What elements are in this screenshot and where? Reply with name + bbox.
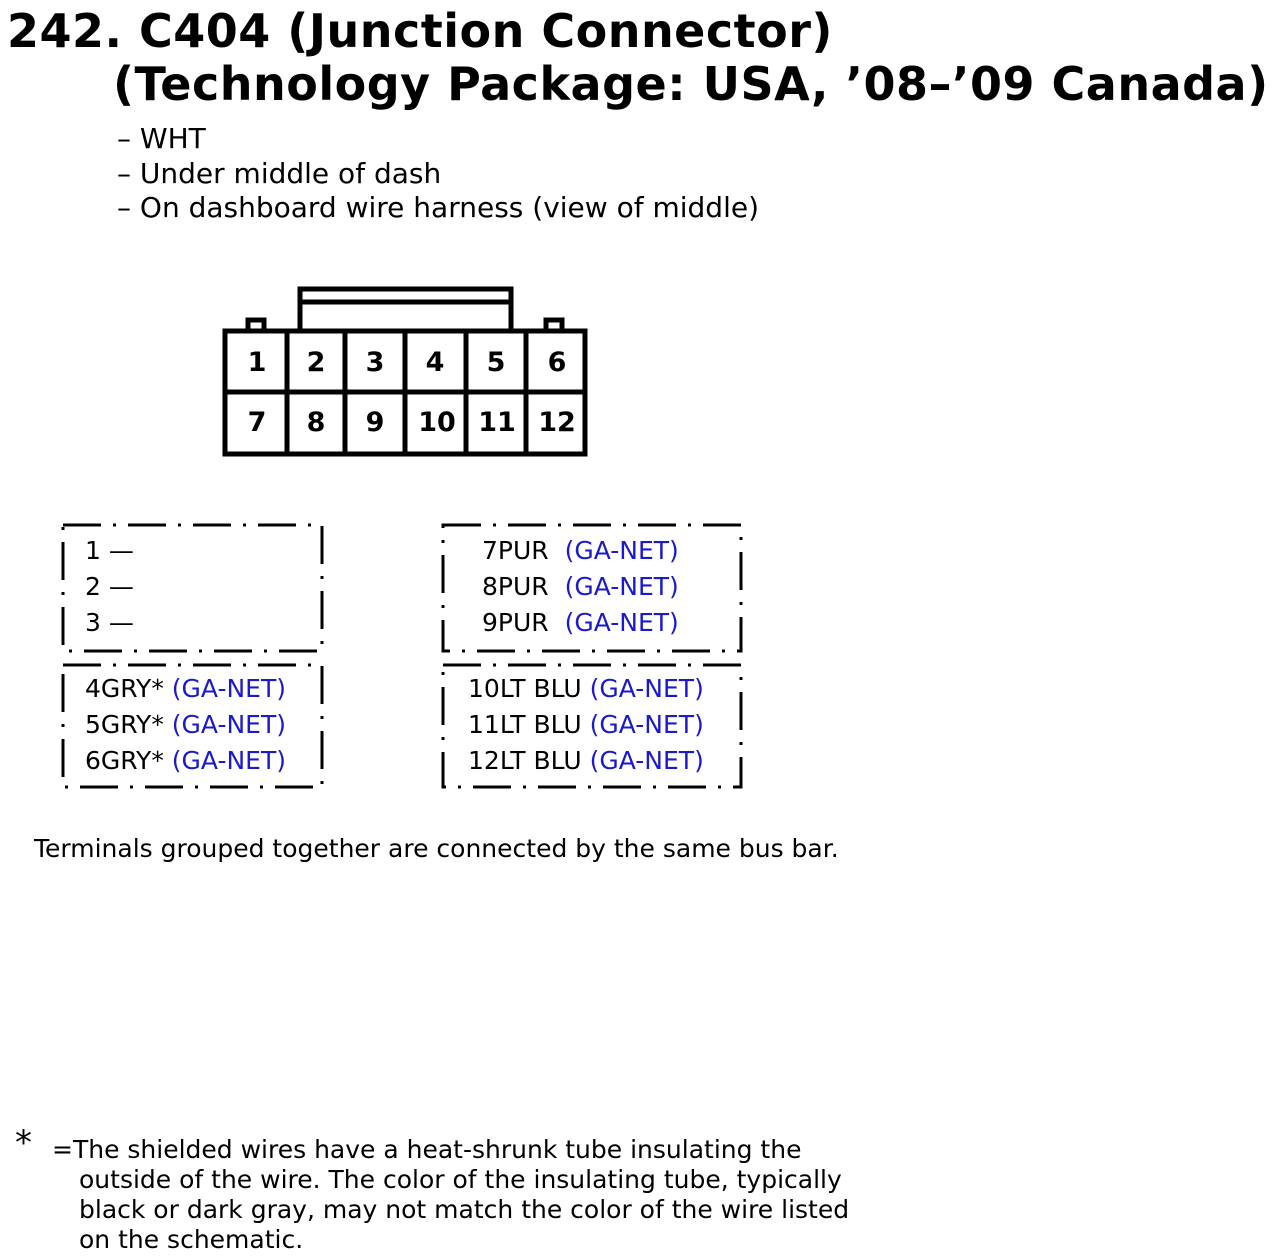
wire-entry: 5GRY* (GA-NET): [85, 710, 287, 739]
wire-entry: 8PUR (GA-NET): [482, 572, 679, 601]
wire-entry: 4GRY* (GA-NET): [85, 674, 287, 703]
footnote-symbol: *: [15, 1123, 32, 1163]
info-harness: – On dashboard wire harness (view of middle): [117, 191, 760, 224]
wire-entry: 7PUR (GA-NET): [482, 536, 679, 565]
wire-entry: 6GRY* (GA-NET): [85, 746, 287, 775]
footnote-text: =The shielded wires have a heat-shrunk tube insulating the outside of the wire. The color of the insulating tube, typically black or dark gray, may not match the color of the wire listed on the schematic.: [52, 1135, 850, 1254]
pin-label: 7: [247, 407, 267, 438]
bus-bar-note: Terminals grouped together are connected by the same bus bar.: [34, 834, 839, 863]
pin-label: 10: [418, 407, 456, 438]
wire-entry: 11LT BLU (GA-NET): [468, 710, 704, 739]
info-location: – Under middle of dash: [117, 156, 442, 190]
pin-label: 1: [247, 347, 267, 378]
wire-entry: 2 —: [85, 572, 134, 601]
wire-entry: 1 —: [85, 536, 134, 565]
wire-entry: 10LT BLU (GA-NET): [468, 674, 704, 703]
wire-entry: 12LT BLU (GA-NET): [468, 746, 704, 775]
pin-label: 9: [365, 407, 385, 438]
pin-label: 3: [365, 347, 385, 378]
pin-label: 12: [538, 407, 576, 438]
wire-entry: 3 —: [85, 608, 134, 637]
page-title: 242. C404 (Junction Connector): [7, 4, 833, 58]
wire-entry: 9PUR (GA-NET): [482, 608, 679, 637]
pin-label: 4: [425, 347, 445, 378]
page-subtitle: (Technology Package: USA, ’08–’09 Canada): [113, 57, 1269, 111]
pin-label: 6: [547, 347, 567, 378]
pin-label: 11: [478, 407, 516, 438]
pin-label: 8: [306, 407, 326, 438]
info-color: – WHT: [117, 122, 206, 155]
pin-label: 2: [306, 347, 326, 378]
pin-label: 5: [486, 347, 506, 378]
